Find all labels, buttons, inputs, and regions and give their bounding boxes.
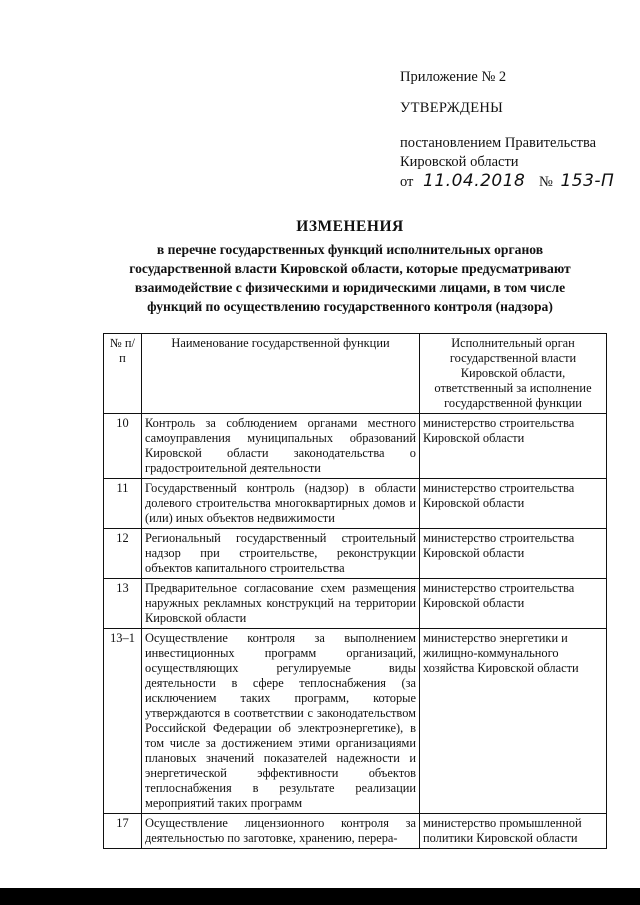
row-function: Осуществление контроля за выполнением инвестиционных программ организаций, осуществляющих регулируемые виды деятельности в сфере теплоснабжения (за исключением таких программ, которые утверждаются в соответствии с законодательством Российской Федерации об электроэнергетике), в том числе за достижением этими организациями плановых значений показателей надежности и энергетической эффективности объектов теплоснабжения в результате реализации мероприятий таких программ (142, 629, 420, 814)
appendix-label: Приложение № 2 (400, 69, 507, 85)
row-authority: министерство строительства Кировской области (420, 529, 607, 579)
functions-table (103, 333, 607, 849)
title-block (98, 218, 602, 316)
scan-bottom-border (0, 888, 640, 905)
row-number: 10 (104, 414, 142, 479)
header-function: Наименование государственной функции (142, 334, 420, 414)
handwritten-date: 11.04.2018 (423, 171, 526, 191)
table-header-row (104, 334, 607, 414)
row-authority: министерство энергетики и жилищно-коммунального хозяйства Кировской области (420, 629, 607, 814)
decree-line-2: Кировской области (400, 154, 519, 170)
header-number: № п/п (104, 334, 142, 414)
table-row (104, 479, 607, 529)
row-authority: министерство строительства Кировской области (420, 479, 607, 529)
approved-label: УТВЕРЖДЕНЫ (400, 100, 504, 116)
decree-date-line (400, 172, 614, 192)
row-authority: министерство промышленной политики Кировской области (420, 814, 607, 849)
row-number: 11 (104, 479, 142, 529)
row-number: 12 (104, 529, 142, 579)
table-row (104, 529, 607, 579)
decree-line-1: постановлением Правительства (400, 135, 597, 151)
header-authority: Исполнительный орган государственной власти Кировской области, ответственный за исполнение государственной функции (420, 334, 607, 414)
row-function: Контроль за соблюдением органами местного самоуправления муниципальных образований Кировской области законодательства о градостроительной деятельности (142, 414, 420, 479)
decree-block (400, 134, 614, 192)
table-row (104, 579, 607, 629)
document-title: ИЗМЕНЕНИЯ (296, 218, 404, 235)
row-function: Предварительное согласование схем размещения наружных рекламных конструкций на территории Кировской области (142, 579, 420, 629)
handwritten-number: 153-П (560, 171, 615, 191)
row-authority: министерство строительства Кировской области (420, 414, 607, 479)
subtitle-line-2: государственной власти Кировской области, которые предусматривают (129, 261, 571, 276)
subtitle-line-4: функций по осуществлению государственного контроля (надзора) (147, 299, 553, 314)
table-row (104, 814, 607, 849)
date-prefix: от (400, 174, 414, 190)
row-number: 13 (104, 579, 142, 629)
row-number: 13–1 (104, 629, 142, 814)
row-authority: министерство строительства Кировской области (420, 579, 607, 629)
subtitle-line-1: в перечне государственных функций исполнительных органов (156, 242, 544, 257)
table-row (104, 629, 607, 814)
subtitle-line-3: взаимодействие с физическими и юридическими лицами, в том числе (134, 280, 566, 295)
table-row (104, 414, 607, 479)
row-number: 17 (104, 814, 142, 849)
row-function: Осуществление лицензионного контроля за деятельностью по заготовке, хранению, перера- (142, 814, 420, 849)
row-function: Государственный контроль (надзор) в области долевого строительства многоквартирных домов и (или) иных объектов недвижимости (142, 479, 420, 529)
row-function: Региональный государственный строительный надзор при строительстве, реконструкции объектов капитального строительства (142, 529, 420, 579)
number-sign: № (539, 174, 553, 190)
